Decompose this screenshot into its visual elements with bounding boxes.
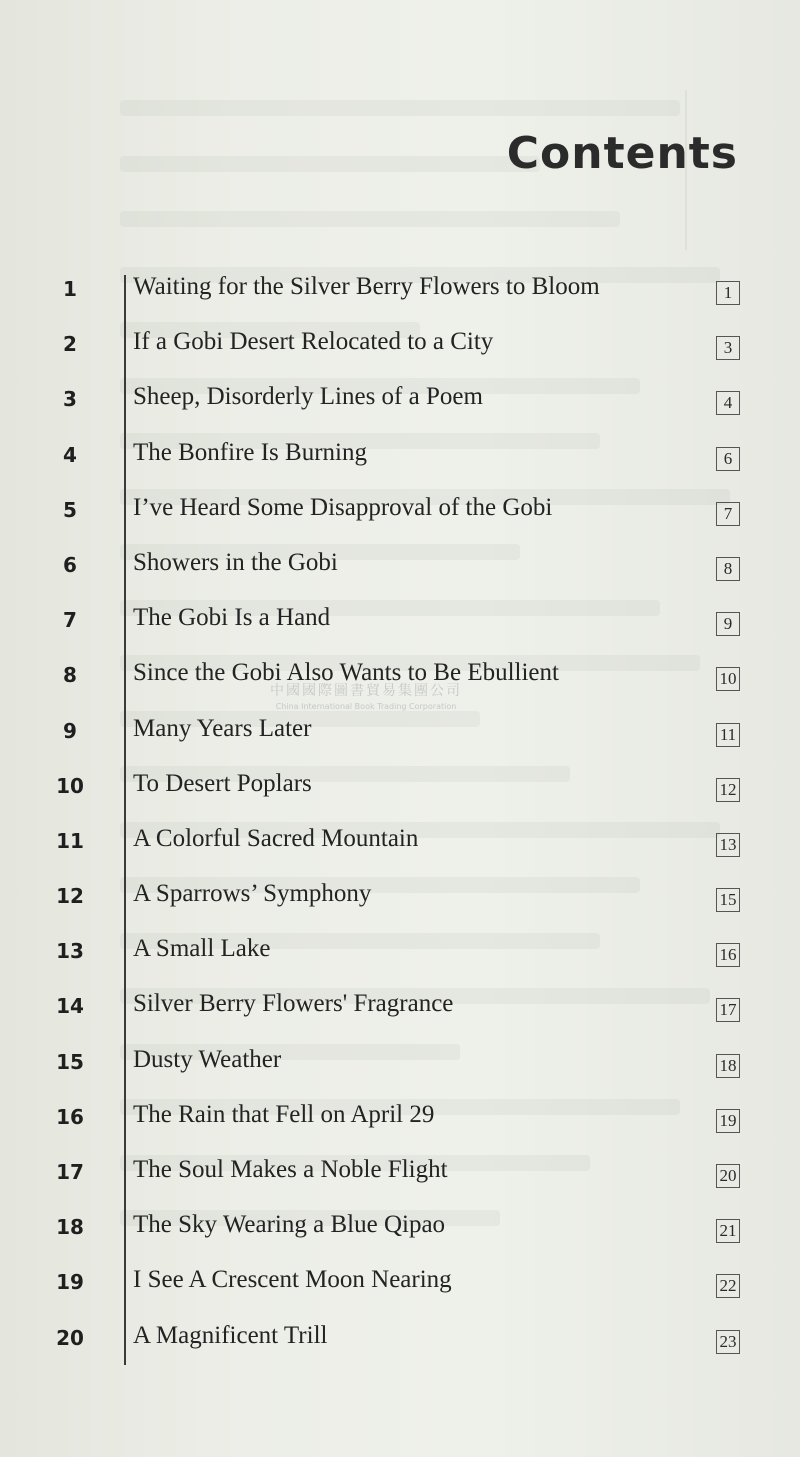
chapter-number: 10 <box>56 773 84 798</box>
watermark-line-2: China International Book Trading Corporation <box>275 702 457 711</box>
chapter-number: 15 <box>56 1049 84 1074</box>
toc-entry <box>0 870 800 925</box>
chapter-title: The Rain that Fell on April 29 <box>133 1100 435 1128</box>
chapter-title: Since the Gobi Also Wants to Be Ebullient <box>133 659 559 687</box>
toc-entry <box>0 1036 800 1091</box>
watermark-line-1: 中國國際圖書貿易集團公司 <box>270 683 462 699</box>
chapter-title: Silver Berry Flowers' Fragrance <box>133 990 454 1018</box>
toc-entry <box>0 925 800 980</box>
toc-entry <box>0 318 800 373</box>
page-number-box: 6 <box>716 447 740 471</box>
chapter-title: A Magnificent Trill <box>133 1321 328 1349</box>
chapter-title: I See A Crescent Moon Nearing <box>133 1266 452 1294</box>
page-number-box: 3 <box>716 336 740 360</box>
page-number-box: 4 <box>716 391 740 415</box>
toc-entry <box>0 815 800 870</box>
table-of-contents <box>0 263 800 1367</box>
page-number-box: 18 <box>716 1054 740 1078</box>
watermark <box>270 680 462 711</box>
toc-entry <box>0 594 800 649</box>
toc-entry <box>0 705 800 760</box>
chapter-title: A Small Lake <box>133 935 271 963</box>
page-number-box: 11 <box>716 723 740 747</box>
toc-entry <box>0 1312 800 1367</box>
chapter-title: Waiting for the Silver Berry Flowers to Bloom <box>133 273 600 300</box>
toc-entry <box>0 484 800 539</box>
chapter-number: 16 <box>56 1104 84 1129</box>
page-number-box: 17 <box>716 998 740 1022</box>
toc-entry <box>0 1201 800 1256</box>
page-number-box: 9 <box>716 612 740 636</box>
chapter-number: 2 <box>63 332 77 357</box>
toc-entry <box>0 760 800 815</box>
page-number-box: 10 <box>716 667 740 691</box>
page-number-box: 7 <box>716 502 740 526</box>
toc-entry <box>0 1146 800 1201</box>
chapter-number: 13 <box>56 939 84 964</box>
chapter-number: 20 <box>56 1325 84 1350</box>
chapter-title: Sheep, Disorderly Lines of a Poem <box>133 383 483 411</box>
chapter-title: Many Years Later <box>133 714 312 742</box>
toc-entry <box>0 1091 800 1146</box>
chapter-title: The Soul Makes a Noble Flight <box>133 1156 448 1183</box>
chapter-title: A Sparrows’ Symphony <box>133 880 372 908</box>
chapter-number: 6 <box>63 552 77 577</box>
chapter-number: 7 <box>63 608 77 633</box>
chapter-number: 1 <box>63 277 77 301</box>
bleed-line <box>120 211 620 227</box>
chapter-number: 9 <box>63 718 77 743</box>
page-number-box: 21 <box>716 1219 740 1243</box>
toc-entry <box>0 539 800 594</box>
toc-entry <box>0 373 800 428</box>
chapter-number: 14 <box>56 994 84 1019</box>
chapter-number: 3 <box>63 387 77 412</box>
chapter-title: Dusty Weather <box>133 1045 282 1073</box>
page-number-box: 20 <box>716 1164 740 1188</box>
page-number-box: 19 <box>716 1109 740 1133</box>
chapter-number: 18 <box>56 1215 84 1240</box>
bleed-line <box>120 100 680 116</box>
chapter-title: To Desert Poplars <box>133 769 312 797</box>
page-number-box: 15 <box>716 888 740 912</box>
chapter-title: The Gobi Is a Hand <box>133 604 331 632</box>
chapter-number: 11 <box>56 828 84 853</box>
chapter-number: 17 <box>56 1160 84 1184</box>
chapter-title: I’ve Heard Some Disapproval of the Gobi <box>133 493 553 521</box>
toc-entry <box>0 429 800 484</box>
toc-entry <box>0 1256 800 1311</box>
chapter-title: A Colorful Sacred Mountain <box>133 824 419 852</box>
page-number-box: 8 <box>716 557 740 581</box>
page-number-box: 13 <box>716 833 740 857</box>
page-number-box: 1 <box>716 281 740 305</box>
chapter-number: 8 <box>63 663 77 688</box>
page-number-box: 12 <box>716 778 740 802</box>
chapter-title: The Bonfire Is Burning <box>133 438 367 466</box>
toc-entry <box>0 980 800 1035</box>
page-title: Contents <box>506 128 738 179</box>
chapter-number: 19 <box>56 1270 84 1295</box>
page-number-box: 22 <box>716 1274 740 1298</box>
chapter-title: Showers in the Gobi <box>133 548 338 576</box>
bleed-line <box>120 156 540 172</box>
chapter-title: The Sky Wearing a Blue Qipao <box>133 1211 446 1239</box>
page-number-box: 16 <box>716 943 740 967</box>
chapter-number: 4 <box>63 442 77 467</box>
page-number-box: 23 <box>716 1330 740 1354</box>
toc-entry <box>0 263 800 318</box>
chapter-number: 12 <box>56 884 84 909</box>
chapter-title: If a Gobi Desert Relocated to a City <box>133 328 494 356</box>
chapter-number: 5 <box>63 497 77 522</box>
